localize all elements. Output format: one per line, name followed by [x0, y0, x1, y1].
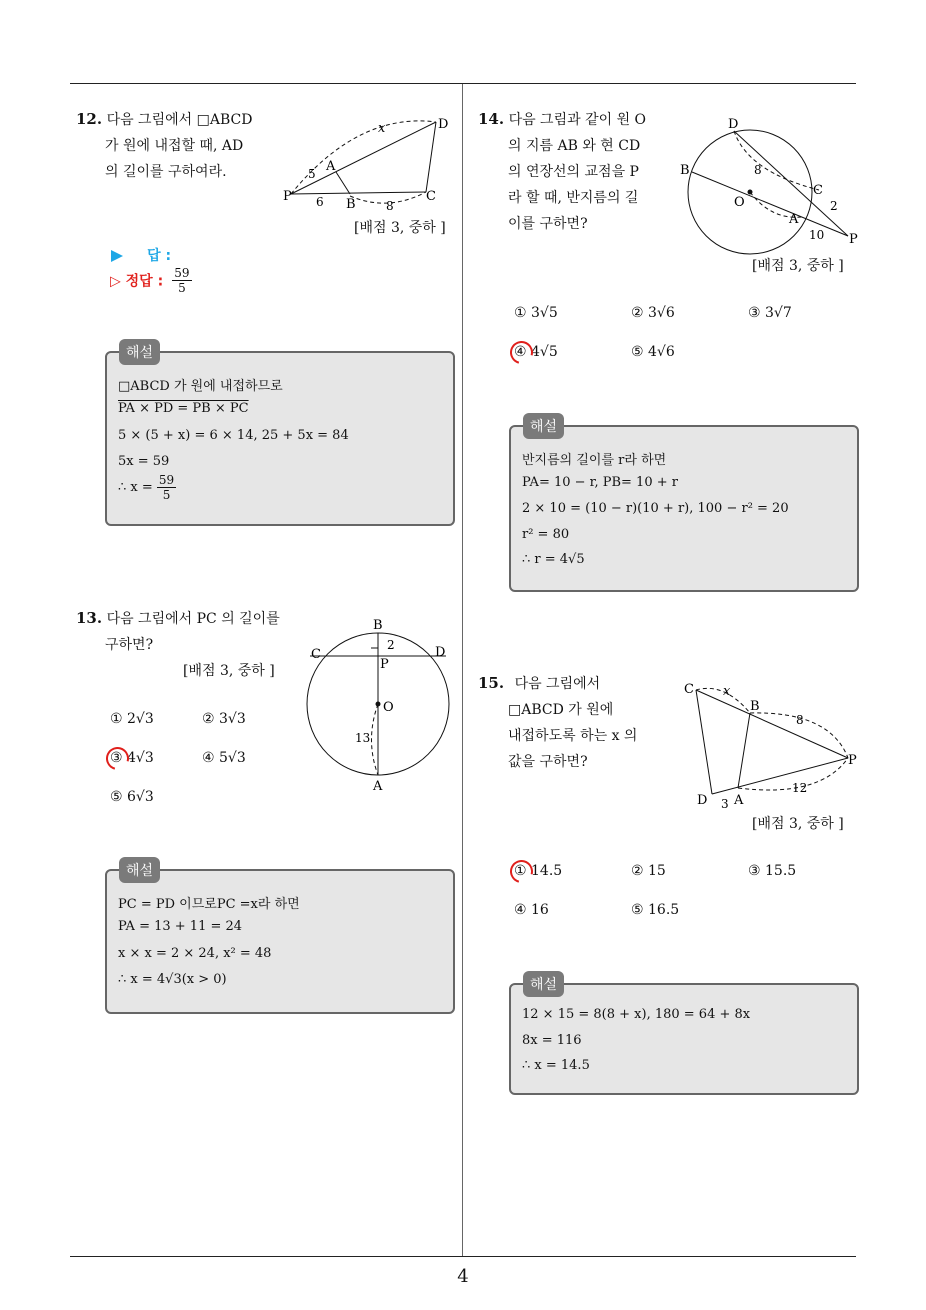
- q15-text-line: 내접하도록 하는 x 의: [508, 728, 638, 744]
- q15-number: 15.: [478, 674, 505, 692]
- q12-answer-label: 답 :: [147, 248, 172, 264]
- q14-explanation-tag: 해설: [523, 413, 564, 439]
- q13-label-b: B: [373, 618, 383, 633]
- q13-number: 13.: [76, 609, 103, 627]
- q14-exp-line: PA= 10 − r, PB= 10 + r: [522, 475, 678, 490]
- q13-choice-2[interactable]: ② 3√3: [202, 711, 246, 727]
- q12-correct-label: ▷ 정답 :: [110, 273, 164, 290]
- q12-exp-fraction: [157, 473, 176, 502]
- q12-exp-den: 5: [162, 488, 171, 502]
- q13-label-p: P: [380, 657, 389, 672]
- q14-meta: [배점 3, 중하 ]: [752, 258, 844, 274]
- q12-exp-line: 5x = 59: [118, 454, 170, 469]
- q12-correct-row: [110, 266, 192, 295]
- q13-exp-line: PA = 13 + 11 = 24: [118, 919, 243, 934]
- top-rule: [70, 83, 856, 84]
- q14-exp-line: 반지름의 길이를 r라 하면: [522, 453, 667, 468]
- q12-exp-line: 5 × (5 + x) = 6 × 14, 25 + 5x = 84: [118, 428, 349, 443]
- q13-exp-line: x × x = 2 × 24, x² = 48: [118, 946, 272, 961]
- q13-label-o: O: [383, 700, 394, 715]
- q14-label-c: C: [813, 183, 823, 198]
- q15-choice-1[interactable]: ① 14.5: [514, 863, 563, 879]
- q14-label-2: 2: [830, 199, 838, 213]
- q12-text-line: 다음 그림에서 □ABCD: [106, 112, 253, 128]
- q14-label-b: B: [680, 163, 690, 178]
- q13-choice-5[interactable]: ⑤ 6√3: [110, 789, 154, 805]
- q14-label-d: D: [728, 117, 739, 132]
- column-divider: [462, 84, 463, 1257]
- q12-exp-line: □ABCD 가 원에 내접하므로: [118, 379, 283, 394]
- q12-label-x: x: [378, 121, 386, 136]
- q12-explanation-tag: 해설: [119, 339, 160, 365]
- q14-label-10: 10: [809, 228, 825, 242]
- q13-label-a: A: [373, 779, 383, 792]
- q15-explanation-box: [509, 977, 859, 1095]
- q14-explanation-box: [509, 419, 859, 592]
- q15-exp-line: 8x = 116: [522, 1033, 582, 1048]
- q12-explanation-box: [105, 345, 455, 526]
- q12-exp-num: 59: [158, 473, 175, 487]
- q15-choice-5[interactable]: ⑤ 16.5: [631, 902, 680, 918]
- q13-label-13: 13: [355, 731, 371, 745]
- q14-label-8: 8: [754, 163, 762, 177]
- q13-choice-1[interactable]: ① 2√3: [110, 711, 154, 727]
- page-number: 4: [457, 1266, 469, 1287]
- q15-meta: [배점 3, 중하 ]: [752, 816, 844, 832]
- q15-exp-line: ∴ x = 14.5: [522, 1058, 590, 1073]
- q12-label-5: 5: [308, 167, 316, 181]
- q14-text-line: 다음 그림과 같이 원 O: [508, 112, 647, 128]
- play-icon: [110, 249, 124, 263]
- q15-explanation-tag: 해설: [523, 971, 564, 997]
- q15-label-8: 8: [796, 713, 804, 727]
- q14-choice-3[interactable]: ③ 3√7: [748, 305, 792, 321]
- q15-label-3: 3: [721, 797, 729, 811]
- q13-text-line: 구하면?: [105, 637, 154, 653]
- q12-label-a: A: [326, 159, 336, 174]
- q14-exp-line: r² = 80: [522, 527, 570, 542]
- q12-figure: [278, 112, 458, 212]
- q14-label-o: O: [734, 195, 745, 210]
- q12-exp-final: [118, 473, 176, 502]
- q13-label-2: 2: [387, 638, 395, 652]
- q15-text-line: □ABCD 가 원에: [508, 702, 614, 718]
- q14-choice-5[interactable]: ⑤ 4√6: [631, 344, 675, 360]
- q12-text-line: 의 길이를 구하여라.: [105, 164, 227, 180]
- q15-label-p: P: [848, 753, 857, 768]
- q12-label-8: 8: [386, 199, 394, 212]
- q13-label-c: C: [311, 647, 321, 662]
- q13-figure: [305, 612, 455, 792]
- q13-choice-3[interactable]: ③ 4√3: [110, 750, 154, 766]
- q15-choice-3[interactable]: ③ 15.5: [748, 863, 797, 879]
- q12-label-c: C: [426, 189, 436, 204]
- q13-exp-line: ∴ x = 4√3(x > 0): [118, 972, 227, 987]
- q15-choice-4[interactable]: ④ 16: [514, 902, 549, 918]
- q14-text-line: 의 지름 AB 와 현 CD: [508, 138, 641, 154]
- q14-choice-2[interactable]: ② 3√6: [631, 305, 675, 321]
- q15-text-line: 다음 그림에서: [514, 676, 601, 692]
- q12-label-b: B: [346, 197, 356, 212]
- q12-exp-line: ∴ x =: [118, 480, 153, 495]
- q14-choice-1[interactable]: ① 3√5: [514, 305, 558, 321]
- q13-question: [76, 605, 306, 658]
- bottom-rule: [70, 1256, 856, 1257]
- q13-label-d: D: [435, 645, 446, 660]
- q12-meta: [배점 3, 중하 ]: [354, 220, 446, 236]
- q14-figure: [676, 112, 866, 257]
- q15-choice-2[interactable]: ② 15: [631, 863, 666, 879]
- q12-exp-line: PA × PD = PB × PC: [118, 401, 249, 416]
- q12-correct-den: 5: [178, 281, 186, 295]
- q12-label-p: P: [283, 189, 292, 204]
- q14-number: 14.: [478, 110, 505, 128]
- q14-text-line: 의 연장선의 교점을 P: [508, 164, 639, 180]
- q12-text-line: 가 원에 내접할 때, AD: [105, 138, 244, 154]
- q15-text-line: 값을 구하면?: [508, 754, 588, 770]
- q15-answer-mark: [506, 856, 537, 887]
- q14-question: [478, 106, 678, 237]
- q12-question: [76, 106, 276, 185]
- q12-correct-fraction: [172, 266, 191, 295]
- q15-label-a: A: [734, 793, 744, 808]
- q15-label-x: x: [723, 684, 731, 699]
- q12-label-d: D: [438, 117, 449, 132]
- q13-choice-4[interactable]: ④ 5√3: [202, 750, 246, 766]
- q15-label-12: 12: [792, 781, 808, 795]
- q12-number: 12.: [76, 110, 103, 128]
- q12-label-6: 6: [316, 195, 324, 209]
- q14-exp-line: ∴ r = 4√5: [522, 552, 585, 567]
- q15-exp-line: 12 × 15 = 8(8 + x), 180 = 64 + 8x: [522, 1007, 751, 1022]
- q14-exp-line: 2 × 10 = (10 − r)(10 + r), 100 − r² = 20: [522, 501, 789, 516]
- q12-correct-num: 59: [174, 266, 190, 280]
- q14-label-a: A: [789, 212, 799, 227]
- q14-choice-4[interactable]: ④ 4√5: [514, 344, 558, 360]
- q13-text-line: 다음 그림에서 PC 의 길이를: [106, 611, 280, 627]
- q13-exp-line: PC = PD 이므로PC =x라 하면: [118, 897, 300, 912]
- q13-explanation-box: [105, 863, 455, 1014]
- q12-answer-row: [110, 245, 171, 265]
- q14-answer-mark: [506, 337, 537, 368]
- q13-meta: [배점 3, 중하 ]: [183, 663, 275, 679]
- q15-label-c: C: [684, 682, 694, 697]
- q13-answer-mark: [102, 743, 133, 774]
- q15-label-d: D: [697, 793, 708, 808]
- q13-explanation-tag: 해설: [119, 857, 160, 883]
- q14-text-line: 라 할 때, 반지름의 길: [508, 190, 639, 206]
- q15-figure: [680, 676, 865, 811]
- q14-label-p: P: [849, 232, 858, 247]
- q14-text-line: 이를 구하면?: [508, 216, 588, 232]
- q15-label-b: B: [750, 699, 760, 714]
- q15-question: [478, 670, 668, 775]
